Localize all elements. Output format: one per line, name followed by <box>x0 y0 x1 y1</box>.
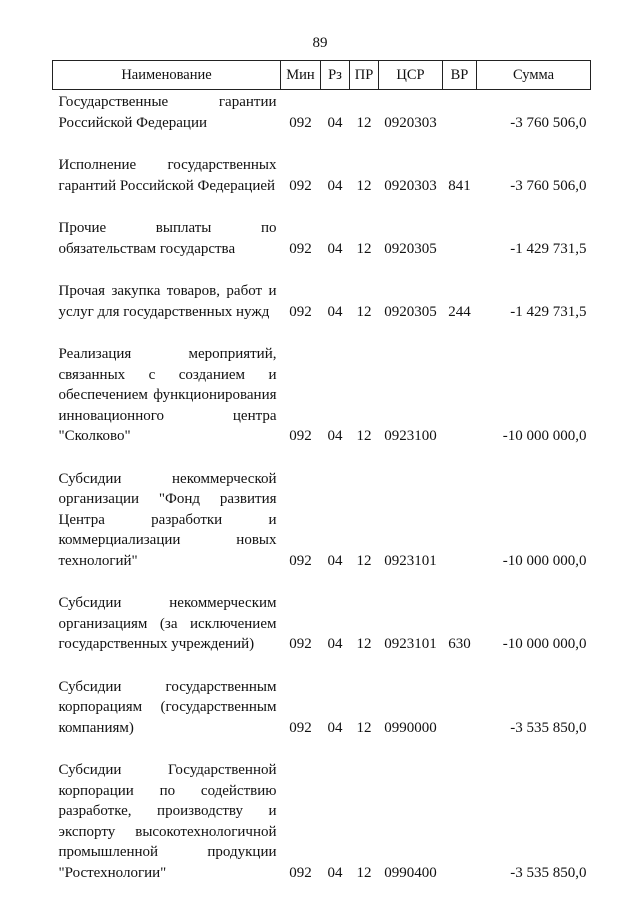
table-row <box>53 153 591 196</box>
row-min: 092 <box>289 636 312 652</box>
row-pr: 12 <box>356 240 372 257</box>
row-min: 092 <box>289 114 312 131</box>
row-min: 092 <box>289 428 312 444</box>
row-sum: -3 760 506,0 <box>510 114 587 131</box>
table-row <box>53 675 591 739</box>
row-min: 092 <box>289 177 312 194</box>
row-name: Прочие выплаты по обязательствам государства <box>58 220 277 257</box>
row-vr <box>443 342 477 447</box>
row-vr: 244 <box>448 303 471 320</box>
row-pr: 12 <box>356 428 372 444</box>
row-vr <box>443 467 477 572</box>
row-sum: -3 760 506,0 <box>510 177 587 194</box>
row-name: Реализация мероприятий, связанных с созданием и обеспечением функционирования инновационного центра "Сколково" <box>58 346 277 444</box>
row-rz: 04 <box>327 114 343 131</box>
row-csr: 0920305 <box>384 303 437 320</box>
row-rz: 04 <box>327 636 343 652</box>
header-name: Наименование <box>53 61 281 90</box>
row-csr: 0920303 <box>384 114 437 131</box>
row-pr: 12 <box>356 177 372 194</box>
row-vr <box>443 675 477 739</box>
row-vr <box>443 758 477 883</box>
row-rz: 04 <box>327 864 343 881</box>
table-row <box>53 342 591 447</box>
header-csr: ЦСР <box>379 61 443 90</box>
table-row <box>53 279 591 322</box>
row-rz: 04 <box>327 303 343 320</box>
row-rz: 04 <box>327 428 343 444</box>
row-csr: 0923101 <box>384 636 437 652</box>
row-pr: 12 <box>356 552 372 569</box>
row-min: 092 <box>289 240 312 257</box>
page-number: 89 <box>312 35 328 51</box>
row-pr: 12 <box>356 864 372 881</box>
row-pr: 12 <box>356 114 372 131</box>
row-sum: -10 000 000,0 <box>502 552 587 569</box>
table-row <box>53 90 591 134</box>
row-sum: -3 535 850,0 <box>510 719 587 736</box>
row-name: Субсидии государственным корпорациям (государственным компаниям) <box>58 678 277 736</box>
row-sum: -1 429 731,5 <box>510 303 587 320</box>
row-name: Государственные гарантии Российской Федерации <box>58 94 277 131</box>
row-vr <box>443 216 477 259</box>
row-min: 092 <box>289 864 312 881</box>
table-row <box>53 216 591 259</box>
row-sum: -3 535 850,0 <box>510 864 587 881</box>
table-row <box>53 758 591 883</box>
row-csr: 0923101 <box>384 552 437 569</box>
row-name: Прочая закупка товаров, работ и услуг для государственных нужд <box>58 283 277 320</box>
header-vr: ВР <box>443 61 477 90</box>
row-min: 092 <box>289 303 312 320</box>
row-min: 092 <box>289 719 312 736</box>
row-sum: -10 000 000,0 <box>502 636 587 652</box>
header-min: Мин <box>281 61 321 90</box>
table-row <box>53 467 591 572</box>
row-pr: 12 <box>356 303 372 320</box>
row-csr: 0990000 <box>384 719 437 736</box>
row-vr: 630 <box>448 636 471 652</box>
header-sum: Сумма <box>477 61 591 90</box>
row-csr: 0920303 <box>384 177 437 194</box>
row-vr <box>443 90 477 134</box>
row-name: Субсидии некоммерческой организации "Фонд развития Центра разработки и коммерциализации новых технологий" <box>58 470 277 569</box>
row-pr: 12 <box>356 719 372 736</box>
table-row <box>53 591 591 655</box>
row-name: Субсидии некоммерческим организациям (за исключением государственных учреждений) <box>58 595 277 652</box>
row-sum: -1 429 731,5 <box>510 240 587 257</box>
budget-table <box>52 60 591 883</box>
row-sum: -10 000 000,0 <box>502 428 587 444</box>
row-rz: 04 <box>327 552 343 569</box>
header-rz: Рз <box>321 61 350 90</box>
row-name: Исполнение государственных гарантий Российской Федерацией <box>58 157 277 194</box>
row-pr: 12 <box>356 636 372 652</box>
row-min: 092 <box>289 552 312 569</box>
row-vr: 841 <box>448 177 471 194</box>
row-name: Субсидии Государственной корпорации по содействию разработке, производству и экспорту высокотехнологичной промышленной продукции "Ростехнологии" <box>58 762 277 881</box>
row-csr: 0920305 <box>384 240 437 257</box>
row-csr: 0923100 <box>384 428 437 444</box>
row-rz: 04 <box>327 177 343 194</box>
row-rz: 04 <box>327 719 343 736</box>
table-header-row <box>53 61 591 90</box>
row-rz: 04 <box>327 240 343 257</box>
row-csr: 0990400 <box>384 864 437 881</box>
header-pr: ПР <box>350 61 379 90</box>
